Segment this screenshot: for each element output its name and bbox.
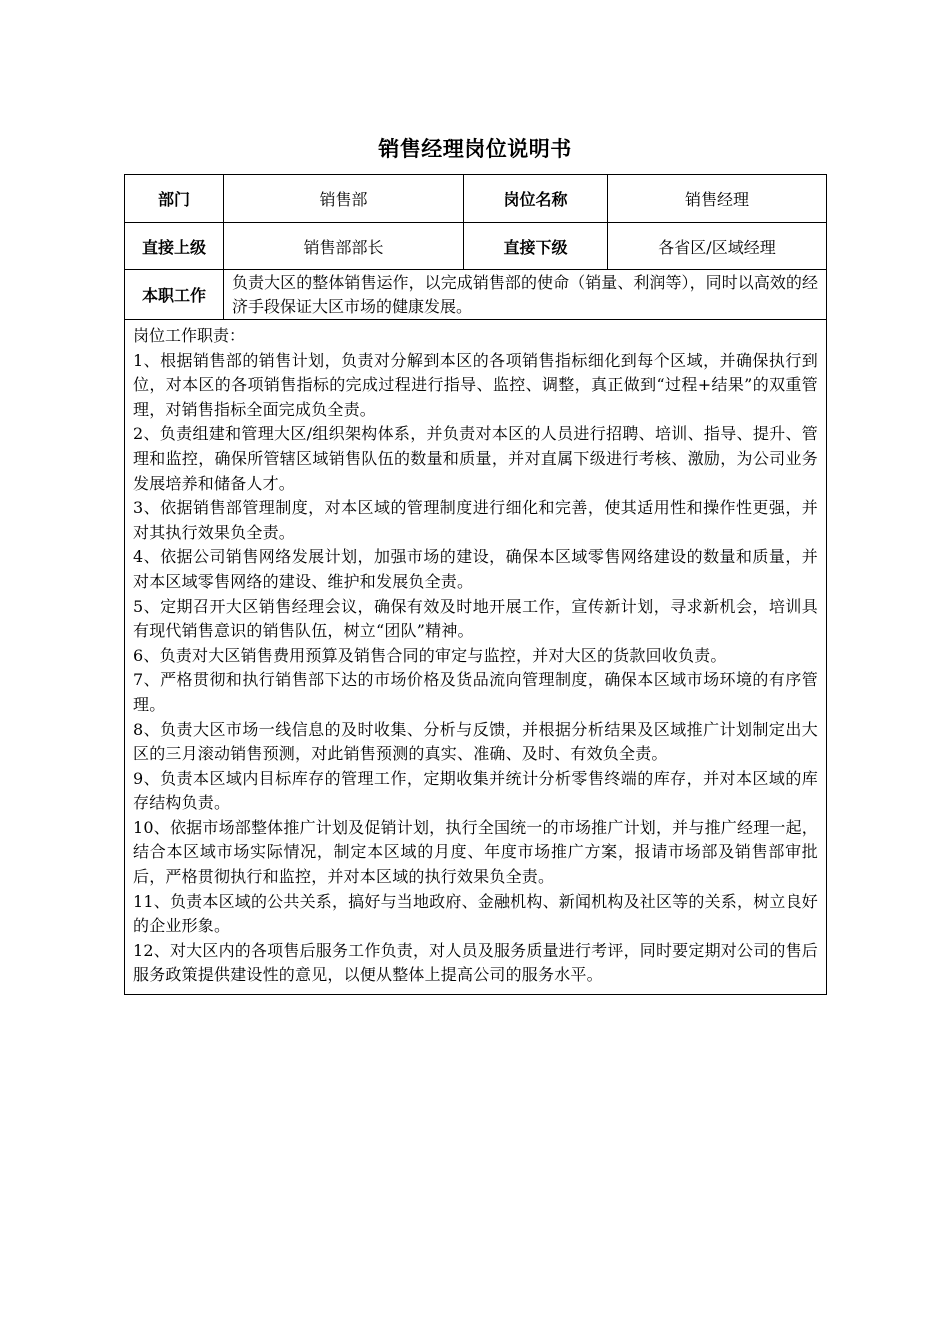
- table-row: [125, 175, 827, 223]
- duty-item-3: 3、依据销售部管理制度，对本区域的管理制度进行细化和完善，使其适用性和操作性更强，并对其执行效果负全责。: [133, 498, 818, 542]
- position-label: 岗位名称: [464, 175, 608, 223]
- duty-item-1: 1、根据销售部的销售计划，负责对分解到本区的各项销售指标细化到每个区域，并确保执行到位，对本区的各项销售指标的完成过程进行指导、监控、调整，真正做到“过程+结果”的双重管理，对销售指标全面完成负全责。: [133, 350, 818, 419]
- duties-heading: 岗位工作职责：: [133, 326, 246, 345]
- department-label: 部门: [125, 175, 224, 223]
- table-row: [125, 320, 827, 995]
- document-title: 销售经理岗位说明书: [378, 137, 572, 161]
- duty-item-8: 8、负责大区市场一线信息的及时收集、分析与反馈，并根据分析结果及区域推广计划制定出大区的三月滚动销售预测，对此销售预测的真实、准确、及时、有效负全责。: [133, 719, 818, 764]
- subordinate-value: 各省区/区域经理: [608, 223, 827, 270]
- duty-item-10: 10、依据市场部整体推广计划及促销计划，执行全国统一的市场推广计划，并与推广经理一起，结合本区域市场实际情况，制定本区域的月度、年度市场推广方案，报请市场部及销售部审批后，严格贯彻执行和监控，并对本区域的执行效果负全责。: [133, 817, 818, 887]
- position-value: 销售经理: [608, 175, 827, 223]
- duty-item-11: 11、负责本区域的公共关系，搞好与当地政府、金融机构、新闻机构及社区等的关系，树立良好的企业形象。: [133, 891, 818, 936]
- department-value: 销售部: [224, 175, 464, 223]
- table-row: [125, 270, 827, 320]
- duty-item-4: 4、依据公司销售网络发展计划，加强市场的建设，确保本区域零售网络建设的数量和质量，并对本区域零售网络的建设、维护和发展负全责。: [133, 547, 818, 591]
- job-description-table: [124, 174, 827, 995]
- summary-label: 本职工作: [125, 270, 224, 320]
- duty-item-2: 2、负责组建和管理大区/组织架构体系，并负责对本区的人员进行招聘、培训、指导、提升、管理和监控，确保所管辖区域销售队伍的数量和质量，并对直属下级进行考核、激励，为公司业务发展培养和储备人才。: [133, 424, 818, 493]
- superior-value: 销售部部长: [224, 223, 464, 270]
- duty-item-6: 6、负责对大区销售费用预算及销售合同的审定与监控，并对大区的货款回收负责。: [133, 645, 727, 665]
- table-row: [125, 223, 827, 270]
- duty-item-9: 9、负责本区域内目标库存的管理工作，定期收集并统计分析零售终端的库存，并对本区域的库存结构负责。: [133, 768, 818, 813]
- duty-item-12: 12、对大区内的各项售后服务工作负责，对人员及服务质量进行考评，同时要定期对公司的售后服务政策提供建设性的意见，以便从整体上提高公司的服务水平。: [133, 940, 818, 985]
- summary-value: 负责大区的整体销售运作，以完成销售部的使命（销量、利润等），同时以高效的经济手段保证大区市场的健康发展。: [224, 270, 827, 320]
- duties-cell: [125, 320, 827, 995]
- subordinate-label: 直接下级: [464, 223, 608, 270]
- duty-item-5: 5、定期召开大区销售经理会议，确保有效及时地开展工作，宣传新计划，寻求新机会，培训具有现代销售意识的销售队伍，树立“团队”精神。: [133, 596, 818, 641]
- duty-item-7: 7、严格贯彻和执行销售部下达的市场价格及货品流向管理制度，确保本区域市场环境的有序管理。: [133, 670, 818, 714]
- superior-label: 直接上级: [125, 223, 224, 270]
